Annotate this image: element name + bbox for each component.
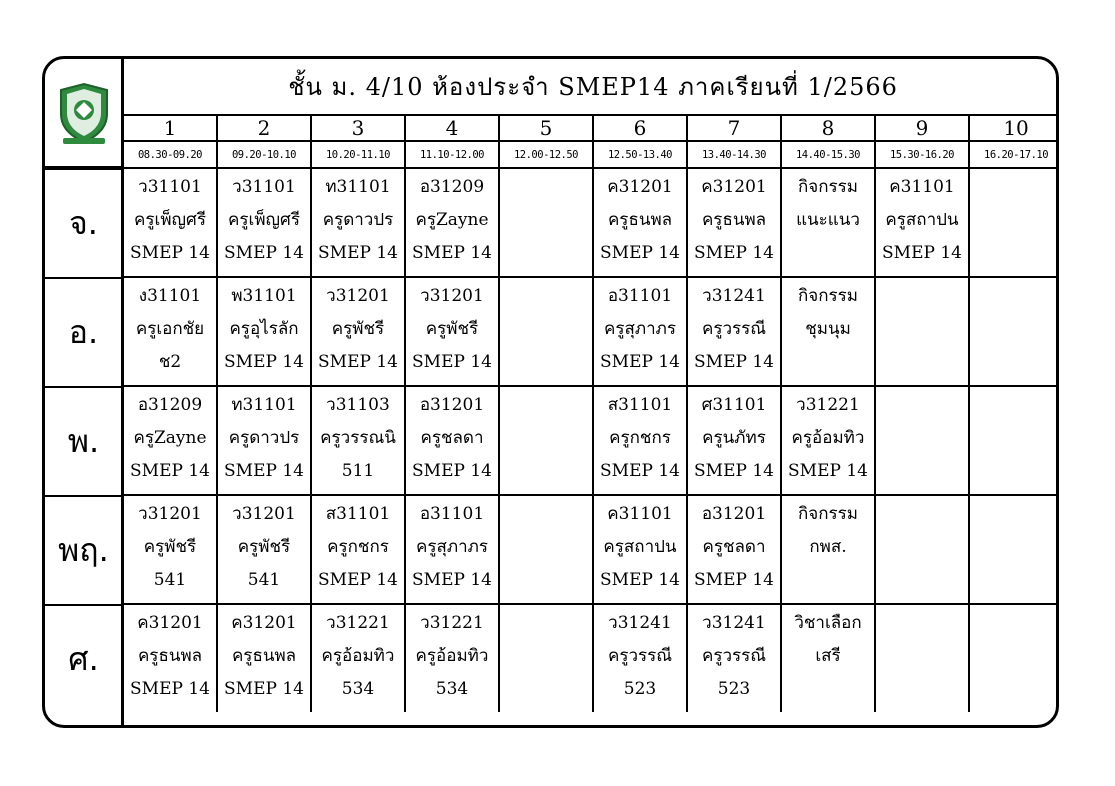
school-logo [45,59,122,168]
empty-cell [499,495,593,604]
period-number: 7 [687,115,781,141]
room: ช2 [158,352,182,372]
teacher-name: ครูZayne [133,428,207,448]
period-time: 10.20-11.10 [311,141,405,168]
teacher-name: ครูนภัทร [702,428,766,448]
class-cell [687,277,781,386]
room: SMEP 14 [318,243,398,263]
teacher-name: แนะแนว [796,210,860,230]
class-cell [311,277,405,386]
subject-code: ท31101 [325,177,391,197]
class-cell [405,168,499,277]
class-cell [123,604,217,712]
period-time: 16.20-17.10 [969,141,1059,168]
school-crest-icon [55,80,113,148]
empty-cell [969,604,1059,712]
teacher-name: ครูธนพล [231,646,297,666]
class-cell [217,495,311,604]
teacher-name: ครูอ้อมทิว [415,646,489,666]
subject-code: ว31201 [420,286,484,306]
room: 541 [247,570,281,590]
class-cell [311,495,405,604]
empty-cell [875,495,969,604]
class-cell [781,277,875,386]
subject-code: ว31241 [608,613,672,633]
class-cell [593,168,687,277]
day-label: พ. [45,386,122,495]
class-cell [217,386,311,495]
class-cell [593,277,687,386]
teacher-name: ครูพัชรี [331,319,385,339]
day-row [123,386,1059,495]
period-number: 3 [311,115,405,141]
period-time: 08.30-09.20 [123,141,217,168]
empty-cell [499,277,593,386]
teacher-name: ครูวรรณนิ [320,428,396,448]
subject-code: ค31201 [137,613,203,633]
subject-code: ท31101 [231,395,297,415]
subject-code: ว31241 [702,286,766,306]
room: SMEP 14 [694,461,774,481]
class-cell [217,168,311,277]
room: 523 [623,679,657,699]
room: SMEP 14 [224,679,304,699]
teacher-name: ครูชลดา [420,428,484,448]
teacher-name: ครูสุภาภร [604,319,676,339]
period-number: 9 [875,115,969,141]
teacher-name: ครูเอกชัย [135,319,205,339]
teacher-name: ครูวรรณี [701,646,767,666]
day-row [123,495,1059,604]
empty-cell [875,604,969,712]
room: SMEP 14 [130,243,210,263]
class-cell [405,386,499,495]
teacher-name: ครูสถาปน [885,210,959,230]
teacher-name: ครูอ้อมทิว [321,646,395,666]
period-time: 13.40-14.30 [687,141,781,168]
teacher-name: ครูอ้อมทิว [791,428,865,448]
room: SMEP 14 [412,243,492,263]
subject-code: ค31201 [701,177,767,197]
class-cell [405,495,499,604]
teacher-name: ครูดาวปร [322,210,394,230]
day-label: อ. [45,277,122,386]
teacher-name: ครูพัชรี [237,537,291,557]
teacher-name: ครูสุภาภร [416,537,488,557]
class-cell [875,168,969,277]
empty-cell [499,386,593,495]
class-cell [687,168,781,277]
subject-code: ว31201 [232,504,296,524]
teacher-name: ชุมนุม [805,319,851,339]
room: SMEP 14 [788,461,868,481]
subject-code: ว31101 [232,177,296,197]
class-cell [687,386,781,495]
class-cell [405,277,499,386]
room: SMEP 14 [130,461,210,481]
room: SMEP 14 [130,679,210,699]
subject-code: ว31103 [326,395,390,415]
subject-code: วิชาเลือก [794,613,862,633]
class-cell [405,604,499,712]
subject-code: อ31201 [701,504,767,524]
teacher-name: ครูสถาปน [603,537,677,557]
teacher-name: ครูวรรณี [607,646,673,666]
subject-code: ว31241 [702,613,766,633]
room: SMEP 14 [224,461,304,481]
room: 534 [435,679,469,699]
class-cell [687,604,781,712]
teacher-name: ครูเพ็ญศรี [134,210,206,230]
period-number: 5 [499,115,593,141]
period-number: 1 [123,115,217,141]
day-label: ศ. [45,604,122,712]
period-time: 12.50-13.40 [593,141,687,168]
empty-cell [499,168,593,277]
room: SMEP 14 [412,352,492,372]
room: 541 [153,570,187,590]
class-cell [593,386,687,495]
class-cell [593,604,687,712]
class-cell [311,386,405,495]
room: SMEP 14 [694,570,774,590]
subject-code: กิจกรรม [797,177,858,197]
class-cell [781,168,875,277]
room: SMEP 14 [318,352,398,372]
subject-code: ว31221 [796,395,860,415]
day-label: จ. [45,168,122,277]
period-time: 11.10-12.00 [405,141,499,168]
timetable-title: ชั้น ม. 4/10 ห้องประจำ SMEP14 ภาคเรียนที่ 1/2566 [123,59,1059,115]
teacher-name: ครูพัชรี [425,319,479,339]
subject-code: ว31221 [420,613,484,633]
empty-cell [875,386,969,495]
subject-code: อ31209 [137,395,203,415]
teacher-name: กพส. [809,537,847,557]
empty-cell [969,495,1059,604]
room: SMEP 14 [600,570,680,590]
empty-cell [969,168,1059,277]
day-row [123,277,1059,386]
logo-divider [45,166,122,168]
room: SMEP 14 [882,243,962,263]
teacher-name: ครูZayne [415,210,489,230]
day-row [123,604,1059,712]
room: SMEP 14 [224,352,304,372]
subject-code: ส31101 [325,504,391,524]
subject-code: อ31201 [419,395,485,415]
subject-code: กิจกรรม [797,504,858,524]
subject-code: ส31101 [607,395,673,415]
teacher-name: ครูวรรณี [701,319,767,339]
subject-code: อ31101 [607,286,673,306]
teacher-name: ครูกชกร [609,428,671,448]
period-time: 14.40-15.30 [781,141,875,168]
room: SMEP 14 [694,352,774,372]
subject-code: ค31201 [231,613,297,633]
empty-cell [969,386,1059,495]
room: SMEP 14 [318,570,398,590]
subject-code: อ31209 [419,177,485,197]
room: SMEP 14 [412,570,492,590]
timetable-frame [42,56,1059,728]
teacher-name: ครูดาวปร [228,428,300,448]
teacher-name: เสรี [815,646,841,666]
subject-code: อ31101 [419,504,485,524]
gutter-divider [121,59,124,725]
subject-code: ศ31101 [701,395,767,415]
teacher-name: ครูธนพล [701,210,767,230]
period-time: 15.30-16.20 [875,141,969,168]
teacher-name: ครูธนพล [607,210,673,230]
teacher-name: ครูพัชรี [143,537,197,557]
period-number: 2 [217,115,311,141]
period-number: 6 [593,115,687,141]
class-cell [123,277,217,386]
room: SMEP 14 [600,352,680,372]
room: SMEP 14 [412,461,492,481]
room: 511 [341,461,375,481]
subject-code: พ31101 [231,286,297,306]
subject-code: ว31201 [138,504,202,524]
subject-code: ค31101 [607,504,673,524]
period-time: 12.00-12.50 [499,141,593,168]
room: SMEP 14 [224,243,304,263]
class-cell [123,386,217,495]
subject-code: ง31101 [138,286,202,306]
teacher-name: ครูชลดา [702,537,766,557]
class-cell [311,604,405,712]
day-row [123,168,1059,277]
teacher-name: ครูเพ็ญศรี [228,210,300,230]
class-cell [311,168,405,277]
subject-code: ค31101 [889,177,955,197]
teacher-name: ครูอุไรลัก [229,319,299,339]
subject-code: ว31101 [138,177,202,197]
room: 534 [341,679,375,699]
room: SMEP 14 [600,243,680,263]
subject-code: กิจกรรม [797,286,858,306]
period-time: 09.20-10.10 [217,141,311,168]
class-cell [781,495,875,604]
empty-cell [969,277,1059,386]
class-cell [217,604,311,712]
subject-code: ค31201 [607,177,673,197]
room: SMEP 14 [694,243,774,263]
teacher-name: ครูธนพล [137,646,203,666]
subject-code: ว31221 [326,613,390,633]
empty-cell [499,604,593,712]
class-cell [781,386,875,495]
period-number: 8 [781,115,875,141]
period-number: 4 [405,115,499,141]
class-cell [123,168,217,277]
subject-code: ว31201 [326,286,390,306]
period-number: 10 [969,115,1059,141]
day-label: พฤ. [45,495,122,604]
class-cell [217,277,311,386]
room: SMEP 14 [600,461,680,481]
teacher-name: ครูกชกร [327,537,389,557]
room: 523 [717,679,751,699]
empty-cell [875,277,969,386]
class-cell [687,495,781,604]
class-cell [123,495,217,604]
timetable [122,59,1059,712]
class-cell [781,604,875,712]
class-cell [593,495,687,604]
